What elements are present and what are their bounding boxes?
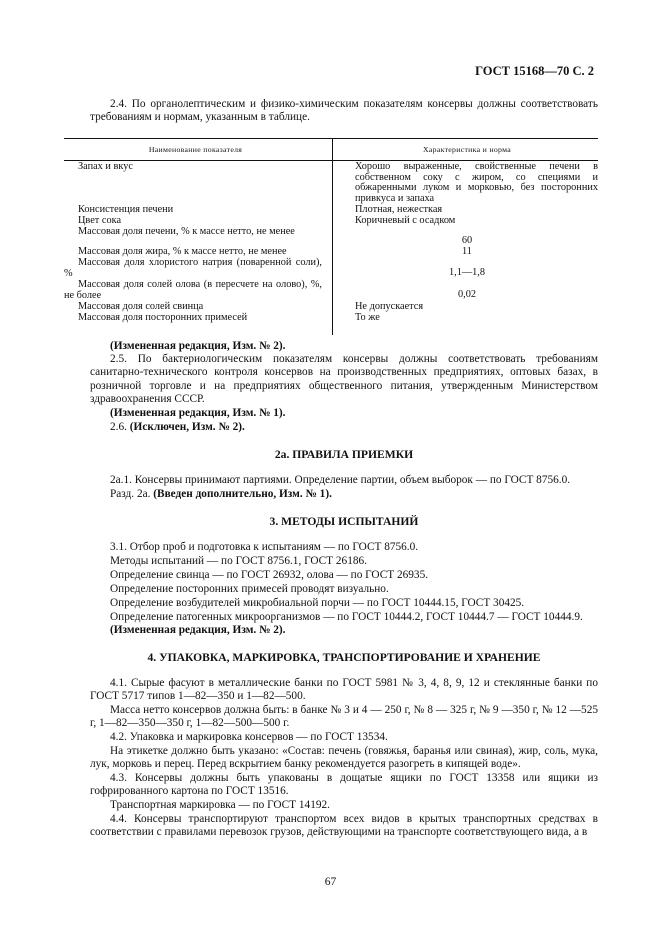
paragraph-4-3: 4.3. Консервы должны быть упакованы в дощатые ящики по ГОСТ 13358 или ящики из гофрированного картона по ГОСТ 13516. <box>90 772 598 798</box>
paragraph-2-6: 2.6. (Исключен, Изм. № 2). <box>110 421 245 433</box>
paragraph-4-1: 4.1. Сырые фасуют в металлические банки по ГОСТ 5981 № 3, 4, 8, 9, 12 и стеклянные банки по ГОСТ 5717 типов 1—82—350 и 1—82—500. <box>90 677 598 703</box>
section-heading-3: 3. МЕТОДЫ ИСПЫТАНИЙ <box>269 515 419 528</box>
paragraph-4-2-label: На этикетке должно быть указано: «Состав: печень (говяжья, баранья или свиная), жир, соль, мука, лук, морковь и перец. Перед вскрытием банку рекомендуется разогреть в кипящей воде». <box>90 745 598 771</box>
section-heading-4: 4. УПАКОВКА, МАРКИРОВКА, ТРАНСПОРТИРОВАНИЕ И ХРАНЕНИЕ <box>147 651 541 664</box>
paragraph-2-4: 2.4. По органолептическим и физико-химическим показателям консервы должны соответствовать требованиям и нормам, указанным в таблице. <box>90 98 598 124</box>
section-heading-2a: 2а. ПРАВИЛА ПРИЕМКИ <box>274 448 414 461</box>
paragraph-3-spoilage: Определение возбудителей микробиальной порчи — по ГОСТ 10444.15, ГОСТ 30425. <box>110 597 525 609</box>
table-col-value: Характеристика и норма <box>422 145 512 154</box>
paragraph-3-methods: Методы испытаний — по ГОСТ 8756.1, ГОСТ 26186. <box>110 555 367 567</box>
paragraph-3-1: 3.1. Отбор проб и подготовка к испытаниям — по ГОСТ 8756.0. <box>110 541 419 553</box>
amendment-note: (Измененная редакция, Изм. № 1). <box>110 407 286 419</box>
paragraph-4-1-mass: Масса нетто консервов должна быть: в банке № 3 и 4 — 250 г, № 8 — 325 г, № 9 —350 г, № 12 —525 г, 1—82—350—350 г, 1—82—500—500 г. <box>90 704 598 730</box>
table-header <box>64 138 598 161</box>
page-number: 67 <box>324 876 337 888</box>
amendment-note: (Измененная редакция, Изм. № 2). <box>110 624 286 636</box>
paragraph-2a-1: 2а.1. Консервы принимают партиями. Определение партии, объем выборок — по ГОСТ 8756.0. <box>110 474 571 486</box>
paragraph-3-pathogens: Определение патогенных микроорганизмов — по ГОСТ 10444.2, ГОСТ 10444.7 — ГОСТ 10444.9. <box>110 611 583 623</box>
paragraph-4-4: 4.4. Консервы транспортируют транспортом всех видов в крытых транспортных средствах в соответствии с правилами перевозок грузов, действующими на транспорте соответствующего вида, а в <box>90 813 598 839</box>
amendment-note: (Измененная редакция, Изм. № 2). <box>110 340 286 352</box>
page-header: ГОСТ 15168—70 С. 2 <box>475 64 594 78</box>
indicators-table: Наименование показателя Характеристика и норма Запах и вкус Хорошо выраженные, свойственные печени в собственном соку с жиром, со специями и обжаренными луком и морковью, без посторонних привкуса и запаха Консистенция печени Плотная, нежесткая Цвет сока Коричневый с осадком Массовая доля печени, % к массе нетто, не менее 60 Массовая доля жира, % к массе нетто, не менее 11 Массовая доля хлористого натрия (поваренной соли), % 1,1—1,8 Массовая доля солей олова (в пересчете на олово), %, не более 0,02 Массовая доля солей свинца Не допускается Массовая доля посторонних примесей То же <box>64 138 598 161</box>
paragraph-3-lead: Определение свинца — по ГОСТ 26932, олова — по ГОСТ 26935. <box>110 569 429 581</box>
paragraph-2-5: 2.5. По бактериологическим показателям консервы должны соответствовать требованиям санитарно-технического контроля консервов на производственных предприятиях, оптовых базах, в розничной торговле и на предприятиях общественного питания, утвержденным Министерством здравоохранения СССР. <box>90 353 598 405</box>
paragraph-4-3-marking: Транспортная маркировка — по ГОСТ 14192. <box>110 799 330 811</box>
paragraph-4-2: 4.2. Упаковка и маркировка консервов — по ГОСТ 13534. <box>110 731 388 743</box>
table-col-name: Наименование показателя <box>148 145 243 154</box>
paragraph-3-impurities: Определение посторонних примесей проводят визуально. <box>110 583 389 595</box>
paragraph-2a-note: Разд. 2а. (Введен дополнительно, Изм. № 1). <box>110 488 332 500</box>
